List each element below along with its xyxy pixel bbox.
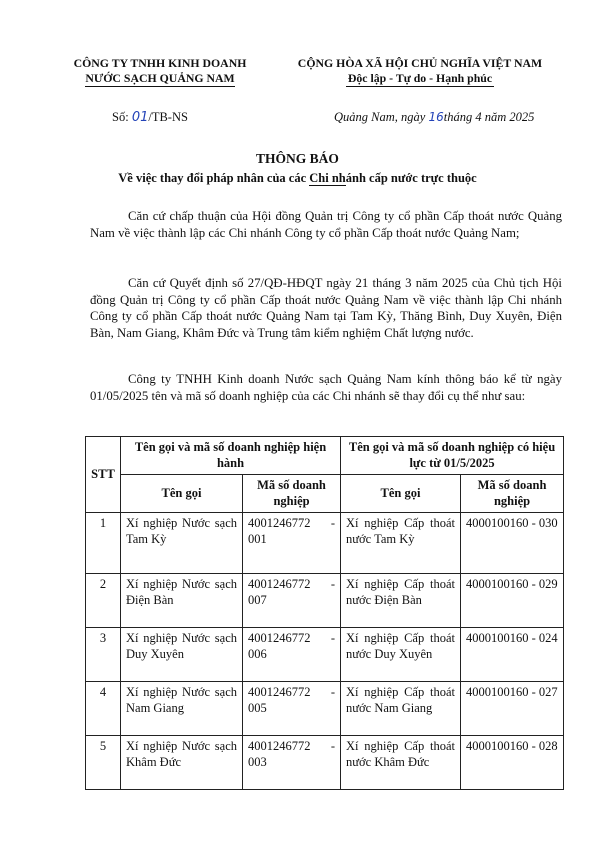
cell-old-code: 4001246772 - 003 (243, 736, 341, 790)
cell-old-code: 4001246772 - 005 (243, 682, 341, 736)
cell-stt: 4 (86, 682, 121, 736)
company-name-line1: CÔNG TY TNHH KINH DOANH (73, 56, 247, 70)
cell-new-name: Xí nghiệp Cấp thoát nước Điện Bàn (341, 574, 461, 628)
table-row (86, 682, 564, 736)
paragraph-3: Công ty TNHH Kinh doanh Nước sạch Quảng Nam kính thông báo kể từ ngày 01/05/2025 tên và mã số doanh nghiệp của các Chi nhánh sẽ thay đổi cụ thể như sau: (90, 372, 562, 403)
cell-new-code: 4000100160 - 030 (461, 513, 564, 574)
header-old-name: Tên gọi (121, 475, 243, 513)
cell-old-code: 4001246772 - 006 (243, 628, 341, 682)
table-header-row-1 (86, 437, 564, 475)
cell-new-code: 4000100160 - 027 (461, 682, 564, 736)
subtitle-part-1: Về việc thay đổi pháp nhân của các (118, 171, 310, 185)
date-prefix: Quảng Nam, ngày (334, 110, 429, 124)
cell-old-code: 4001246772 - 001 (243, 513, 341, 574)
cell-stt: 1 (86, 513, 121, 574)
header-new: Tên gọi và mã số doanh nghiệp có hiệu lực từ 01/5/2025 (341, 437, 564, 475)
cell-old-name: Xí nghiệp Nước sạch Điện Bàn (121, 574, 243, 628)
national-title: CỘNG HÒA XÃ HỘI CHỦ NGHĨA VIỆT NAM (297, 56, 543, 70)
cell-stt: 5 (86, 736, 121, 790)
branch-table (85, 436, 564, 790)
date-suffix: tháng 4 năm 2025 (443, 110, 535, 124)
header-old-code: Mã số doanh nghiệp (243, 475, 341, 513)
cell-old-name: Xí nghiệp Nước sạch Duy Xuyên (121, 628, 243, 682)
national-motto: Độc lập - Tự do - Hạnh phúc (347, 71, 493, 85)
cell-old-name: Xí nghiệp Nước sạch Tam Kỳ (121, 513, 243, 574)
cell-new-code: 4000100160 - 029 (461, 574, 564, 628)
header-new-name: Tên gọi (341, 475, 461, 513)
cell-old-code: 4001246772 - 007 (243, 574, 341, 628)
company-header (60, 56, 260, 87)
table-row (86, 736, 564, 790)
doc-number-handwritten: 01 (131, 110, 149, 125)
date-day-handwritten: 16 (428, 110, 444, 124)
cell-new-code: 4000100160 - 024 (461, 628, 564, 682)
cell-stt: 3 (86, 628, 121, 682)
company-name-line2: NƯỚC SẠCH QUẢNG NAM (85, 71, 235, 85)
header-new-code: Mã số doanh nghiệp (461, 475, 564, 513)
paragraph-1: Căn cứ chấp thuận của Hội đồng Quản trị Công ty cổ phần Cấp thoát nước Quảng Nam về việc thành lập các Chi nhánh Công ty cổ phần Cấp thoát nước Quảng Nam; (90, 209, 562, 240)
cell-old-name: Xí nghiệp Nước sạch Nam Giang (121, 682, 243, 736)
table-row (86, 574, 564, 628)
subtitle-part-2: ánh cấp nước trực thuộc (345, 171, 477, 185)
cell-new-code: 4000100160 - 028 (461, 736, 564, 790)
cell-stt: 2 (86, 574, 121, 628)
cell-new-name: Xí nghiệp Cấp thoát nước Khâm Đức (341, 736, 461, 790)
subtitle-underlined: Chi nh (309, 171, 346, 185)
doc-number-suffix: /TB-NS (148, 110, 188, 124)
cell-new-name: Xí nghiệp Cấp thoát nước Duy Xuyên (341, 628, 461, 682)
national-header (275, 56, 565, 87)
doc-number-prefix: Số: (112, 110, 132, 124)
cell-new-name: Xí nghiệp Cấp thoát nước Nam Giang (341, 682, 461, 736)
paragraph-2: Căn cứ Quyết định số 27/QĐ-HĐQT ngày 21 tháng 3 năm 2025 của Chủ tịch Hội đồng Quản trị Công ty cổ phần Cấp thoát nước Quảng Nam về việc thành lập Chi nhánh Công ty cổ phần Cấp thoát nước Quảng Nam tại Tam Kỳ, Thăng Bình, Duy Xuyên, Điện Bàn, Nam Giang, Khâm Đức và Trung tâm kiểm nghiệm Chất lượng nước. (90, 276, 562, 340)
document-date (334, 110, 534, 125)
table-row (86, 628, 564, 682)
table-header-row-2 (86, 475, 564, 513)
document-number (112, 110, 188, 125)
table-row (86, 513, 564, 574)
cell-old-name: Xí nghiệp Nước sạch Khâm Đức (121, 736, 243, 790)
header-current: Tên gọi và mã số doanh nghiệp hiện hành (121, 437, 341, 475)
document-title: THÔNG BÁO (256, 151, 339, 166)
document-subtitle (0, 171, 595, 186)
cell-new-name: Xí nghiệp Cấp thoát nước Tam Kỳ (341, 513, 461, 574)
header-stt: STT (86, 437, 121, 513)
